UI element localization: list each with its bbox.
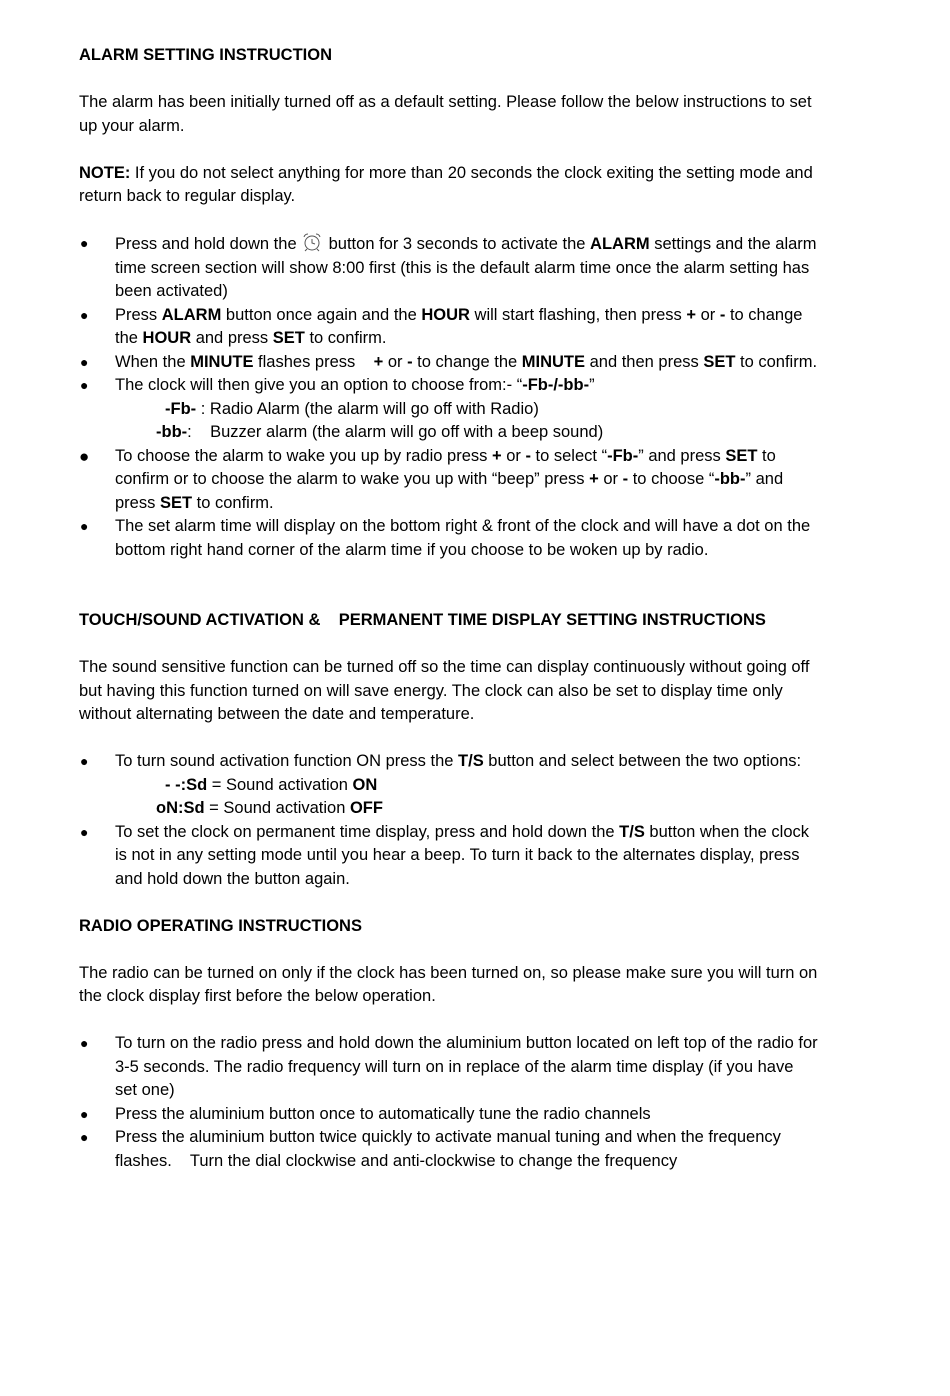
text-run: Press the aluminium button once to automatically tune the radio channels: [115, 1104, 651, 1123]
list-item: [79, 750, 819, 821]
text-run: button and select between the two options:: [483, 752, 802, 770]
text-run: or: [383, 352, 408, 371]
text-run: SET: [703, 352, 736, 371]
text-run: HOUR: [142, 329, 192, 347]
text-run: -Fb-/-bb-: [522, 376, 590, 394]
option-fb: [115, 398, 819, 422]
text-run: - -:Sd: [165, 775, 208, 794]
bullet-dot-icon: ●: [80, 377, 89, 393]
touch-section-title: TOUCH/SOUND ACTIVATION & PERMANENT TIME DISPLAY SETTING INSTRUCTIONS: [79, 611, 766, 629]
text-run: or: [501, 446, 526, 465]
text-run: MINUTE: [190, 352, 254, 371]
option-sound-on: [115, 774, 819, 798]
text-run: To choose the alarm to wake you up by radio press: [115, 446, 492, 465]
text-run: T/S: [458, 752, 484, 770]
text-run: : Radio Alarm (the alarm will go off with Radio): [196, 399, 539, 418]
list-item: [79, 351, 819, 375]
document-content: [79, 44, 819, 1173]
text-run: MINUTE: [521, 352, 586, 371]
text-run: When the: [115, 352, 191, 371]
text-run: to change the: [412, 352, 522, 371]
list-item: [79, 304, 819, 351]
text-run: = Sound activation: [204, 799, 350, 817]
text-run: To turn on the radio press and hold down the aluminium button located on left top of the radio for 3-5 seconds. The radio frequency will turn on in replace of the alarm time display (if you have set one): [115, 1034, 818, 1099]
radio-section-title: RADIO OPERATING INSTRUCTIONS: [79, 916, 362, 935]
list-item: [79, 374, 819, 445]
text-run: ” and press: [638, 446, 726, 465]
alarm-clock-icon: [301, 232, 323, 252]
text-run: to confirm.: [304, 329, 387, 347]
text-run: or: [696, 305, 720, 324]
bullet-dot-icon: ●: [80, 518, 89, 534]
list-item: [79, 1126, 819, 1173]
text-run: SET: [272, 329, 305, 347]
list-item: [79, 445, 819, 516]
bullet-dot-icon: ●: [80, 353, 89, 370]
radio-steps-list: [79, 1032, 819, 1173]
text-run: ALARM: [590, 235, 650, 253]
text-run: oN:Sd: [156, 799, 205, 817]
radio-intro: The radio can be turned on only if the clock has been turned on, so please make sure you will turn on the clock display first before the below operation.: [79, 963, 818, 1005]
text-run: T/S: [619, 822, 645, 841]
alarm-note: [79, 162, 819, 209]
text-run: ON: [352, 775, 378, 794]
text-run: HOUR: [421, 305, 470, 324]
text-run: settings and the alarm time screen section will show 8:00 first (this is the default alarm time once the alarm setting has been activated): [115, 235, 817, 300]
option-sound-off: [115, 797, 819, 821]
text-run: The clock will then give you an option to choose from:- “: [115, 376, 523, 394]
text-run: to choose “: [628, 470, 715, 488]
bullet-dot-icon: ●: [80, 1129, 89, 1145]
text-run: Press the aluminium button twice quickly to activate manual tuning and when the frequency flashes. Turn the dial clockwise and anti-clockwise to change the frequency: [115, 1128, 786, 1170]
text-run: -: [407, 352, 413, 371]
text-run: ” and press: [115, 470, 784, 512]
bullet-dot-icon: ●: [80, 306, 89, 323]
option-bb: [115, 421, 819, 445]
list-item: [79, 232, 819, 304]
text-run: and then press: [585, 352, 704, 371]
text-run: = Sound activation: [207, 775, 353, 794]
text-run: -Fb-: [165, 399, 197, 418]
note-text: If you do not select anything for more than 20 seconds the clock exiting the setting mode and return back to regular display.: [79, 163, 813, 205]
text-run: Press and hold down the: [115, 235, 297, 253]
text-run: to confirm or to choose the alarm to wake you up with “beep” press: [115, 446, 776, 488]
text-run: -Fb-: [607, 446, 639, 465]
text-run: +: [686, 305, 697, 324]
text-run: SET: [725, 446, 758, 465]
touch-intro: The sound sensitive function can be turned off so the time can display continuously without going off but having this function turned on will save energy. The clock can also be set to display time only without alternating between the date and temperature.: [79, 658, 810, 723]
text-run: : Buzzer alarm (the alarm will go off with a beep sound): [187, 423, 604, 441]
bullet-dot-icon: ●: [80, 235, 89, 251]
list-item: [79, 821, 819, 892]
text-run: ALARM: [161, 305, 222, 324]
bullet-dot-icon: ●: [80, 1105, 89, 1122]
text-run: SET: [159, 493, 193, 512]
note-label: NOTE:: [79, 163, 131, 182]
text-run: button when the clock is not in any setting mode until you hear a beep. To turn it back to the alternates display, press and hold down the button again.: [115, 822, 810, 888]
text-run: +: [589, 470, 599, 488]
text-run: or: [598, 470, 623, 488]
alarm-intro: The alarm has been initially turned off as a default setting. Please follow the below instructions to set up your alarm.: [79, 93, 812, 135]
text-run: OFF: [349, 799, 383, 817]
bullet-dot-icon: ●: [80, 823, 89, 840]
text-run: and press: [191, 329, 273, 347]
text-run: -: [525, 446, 531, 465]
text-run: button for 3 seconds to activate the: [328, 235, 591, 253]
bullet-dot-icon: ●: [80, 1035, 89, 1051]
list-item: [79, 1032, 819, 1103]
text-run: ”: [589, 376, 595, 394]
text-run: flashes press: [253, 352, 374, 371]
text-run: will start flashing, then press: [469, 305, 687, 324]
text-run: to select “: [530, 446, 608, 465]
text-run: The set alarm time will display on the bottom right & front of the clock and will have a dot on the bottom right hand corner of the alarm time if you choose to be woken up by radio.: [115, 517, 811, 559]
text-run: to change the: [115, 305, 803, 347]
text-run: to confirm.: [735, 352, 818, 371]
bullet-dot-icon: ●: [80, 753, 89, 769]
list-item: [79, 515, 819, 562]
text-run: Press: [115, 305, 162, 324]
text-run: +: [373, 352, 384, 371]
touch-steps-list: [79, 750, 819, 891]
alarm-section-title: ALARM SETTING INSTRUCTION: [79, 46, 332, 64]
list-item: [79, 1103, 819, 1127]
text-run: -: [719, 305, 726, 324]
text-run: to confirm.: [192, 493, 274, 512]
text-run: +: [491, 446, 502, 465]
text-run: button once again and the: [221, 305, 422, 324]
bullet-dot-icon: ●: [79, 446, 90, 466]
text-run: To turn sound activation function ON press the: [115, 752, 459, 770]
text-run: -: [622, 470, 629, 488]
text-run: -bb-: [714, 470, 746, 488]
text-run: To set the clock on permanent time display, press and hold down the: [115, 822, 620, 841]
text-run: -bb-: [156, 423, 188, 441]
alarm-steps-list: [79, 232, 819, 562]
